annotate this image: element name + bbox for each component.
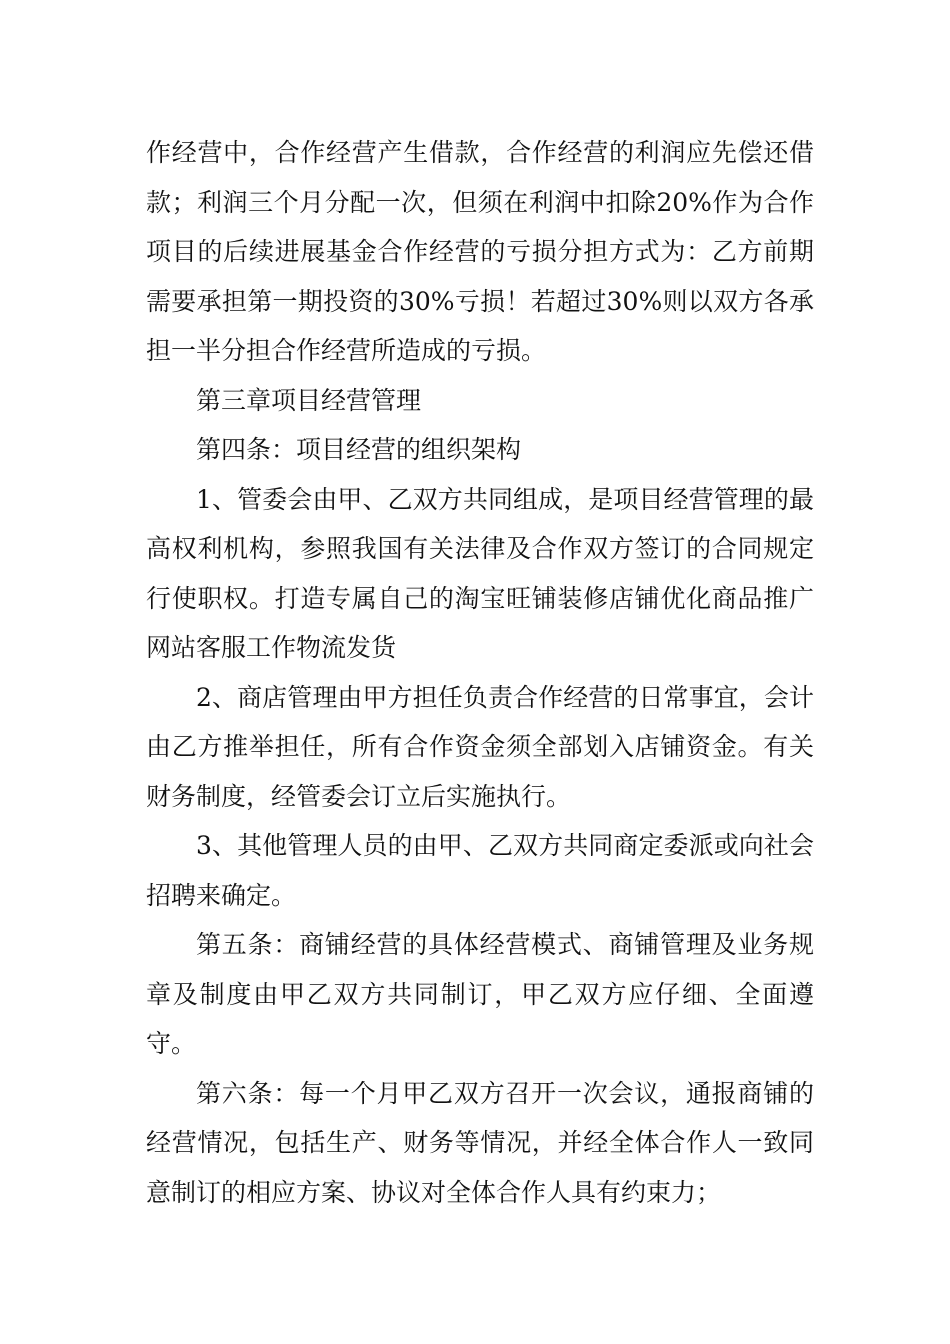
- article-6: 第六条：每一个月甲乙双方召开一次会议，通报商铺的经营情况，包括生产、财务等情况，并经全体合作人一致同意制订的相应方案、协议对全体合作人具有约束力；: [146, 1078, 814, 1207]
- article-4-heading: 第四条：项目经营的组织架构: [196, 435, 522, 464]
- chapter-heading: 第三章项目经营管理: [196, 385, 422, 415]
- clause-3: 3、其他管理人员的由甲、乙双方共同商定委派或向社会招聘来确定。: [146, 831, 814, 910]
- clause-1: 1、管委会由甲、乙双方共同组成，是项目经营管理的最高权利机构，参照我国有关法律及合作双方签订的合同规定行使职权。打造专属自己的淘宝旺铺装修店铺优化商品推广网站客服工作物流发货: [146, 484, 814, 662]
- document-page: [146, 128, 814, 1217]
- clause-2: 2、商店管理由甲方担任负责合作经营的日常事宜，会计由乙方推举担任，所有合作资金须全部划入店铺资金。有关财务制度，经管委会订立后实施执行。: [146, 682, 814, 811]
- article-5: 第五条：商铺经营的具体经营模式、商铺管理及业务规章及制度由甲乙双方共同制订，甲乙双方应仔细、全面遵守。: [146, 930, 814, 1058]
- paragraph-profit-loss: 作经营中，合作经营产生借款，合作经营的利润应先偿还借款；利润三个月分配一次，但须在利润中扣除20%作为合作项目的后续进展基金合作经营的亏损分担方式为：乙方前期需要承担第一期投资的30%亏损！若超过30%则以双方各承担一半分担合作经营所造成的亏损。: [146, 138, 814, 365]
